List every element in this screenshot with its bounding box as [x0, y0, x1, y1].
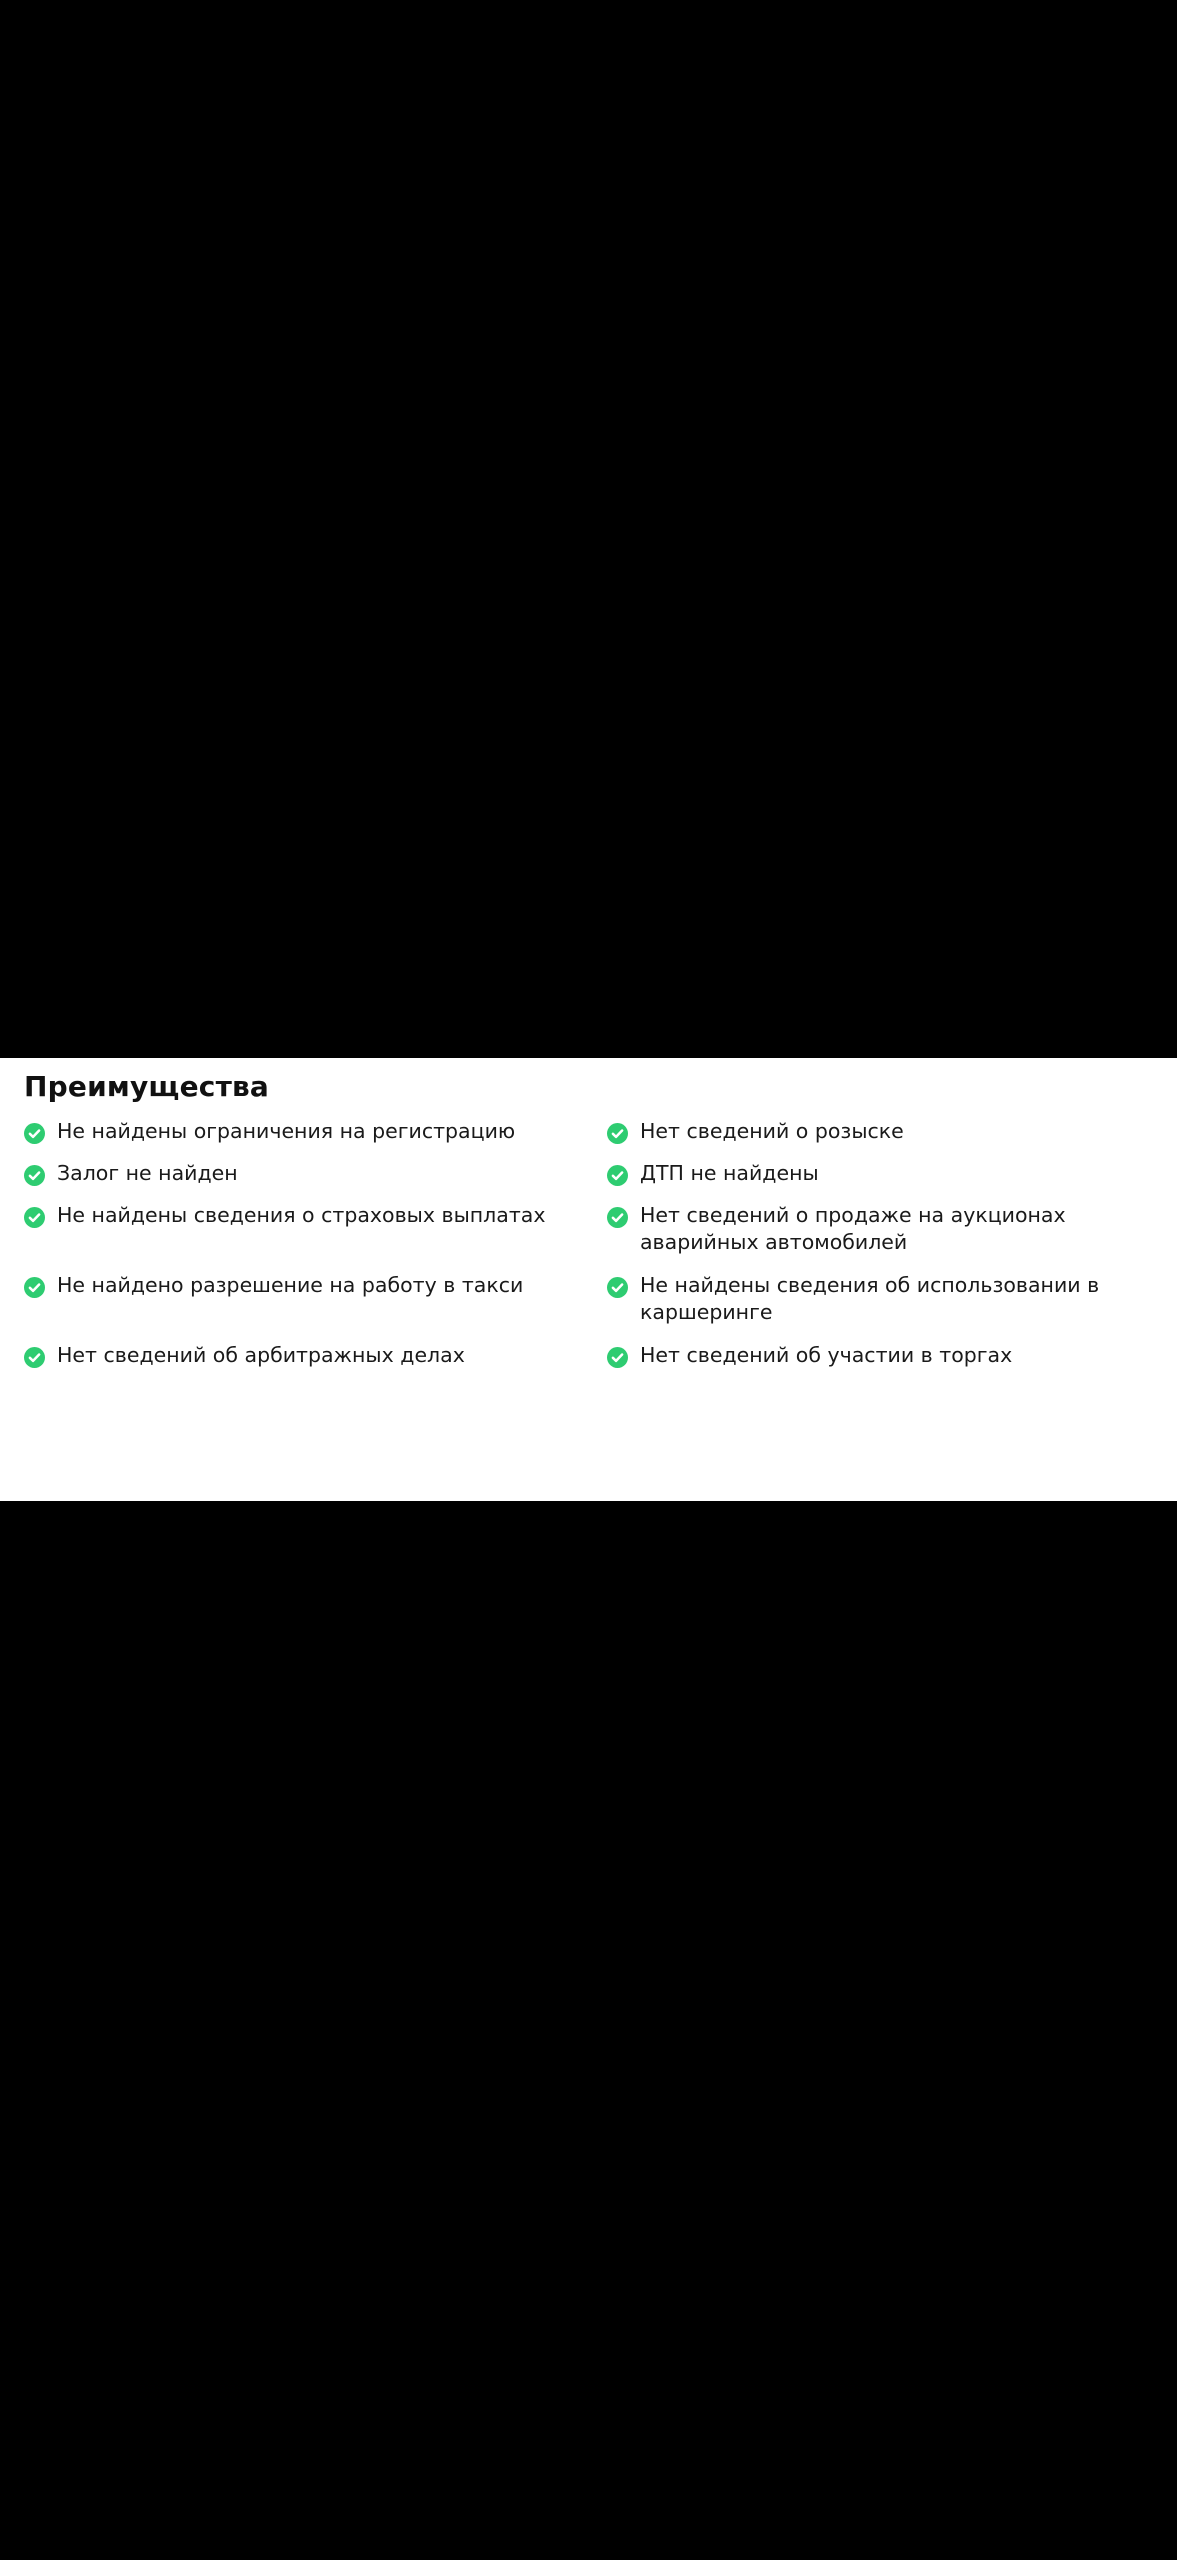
check-circle-icon: [24, 1347, 45, 1368]
advantage-item: [24, 1272, 584, 1342]
advantage-item: [607, 1160, 1172, 1202]
advantage-item: [607, 1118, 1172, 1160]
advantages-title: Преимущества: [24, 1070, 270, 1103]
check-circle-icon: [607, 1123, 628, 1144]
check-circle-icon: [24, 1277, 45, 1298]
advantage-label: Нет сведений о розыске: [640, 1119, 904, 1143]
advantage-item: [607, 1272, 1172, 1342]
advantages-right-column: [607, 1118, 1172, 1384]
advantage-label: Не найдены ограничения на регистрацию: [57, 1119, 516, 1143]
advantage-item: [607, 1202, 1172, 1272]
check-circle-icon: [24, 1165, 45, 1186]
advantage-item: [24, 1202, 584, 1272]
advantage-label: Залог не найден: [57, 1161, 238, 1185]
advantage-label: Не найдены сведения об использовании в каршеринге: [640, 1273, 1100, 1324]
advantage-item: [24, 1342, 584, 1384]
check-circle-icon: [24, 1207, 45, 1228]
check-circle-icon: [607, 1347, 628, 1368]
advantage-label: Нет сведений о продаже на аукционах аварийных автомобилей: [640, 1203, 1066, 1254]
check-circle-icon: [24, 1123, 45, 1144]
advantage-item: [24, 1118, 584, 1160]
advantages-left-column: [24, 1118, 584, 1384]
advantage-label: Нет сведений об участии в торгах: [640, 1343, 1013, 1367]
advantage-item: [607, 1342, 1172, 1384]
check-circle-icon: [607, 1165, 628, 1186]
advantage-item: [24, 1160, 584, 1202]
advantage-label: Нет сведений об арбитражных делах: [57, 1343, 465, 1367]
check-circle-icon: [607, 1207, 628, 1228]
advantage-label: ДТП не найдены: [640, 1161, 819, 1185]
advantages-panel: [0, 1058, 1177, 1501]
advantage-label: Не найдены сведения о страховых выплатах: [57, 1203, 546, 1227]
check-circle-icon: [607, 1277, 628, 1298]
advantage-label: Не найдено разрешение на работу в такси: [57, 1273, 524, 1297]
